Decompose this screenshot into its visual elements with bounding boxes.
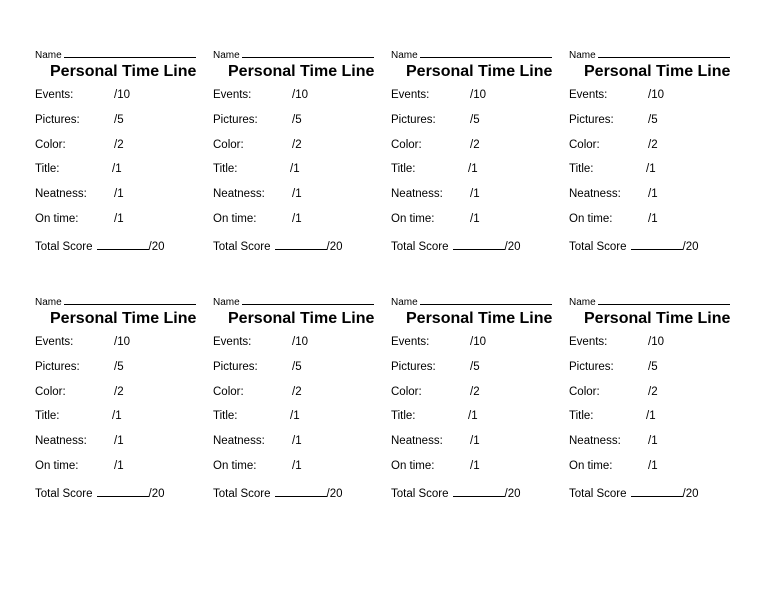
total-blank	[631, 485, 683, 497]
row-value: /5	[648, 361, 658, 373]
row-label: Pictures:	[35, 361, 80, 373]
score-row	[569, 410, 656, 422]
name-line	[35, 48, 196, 61]
name-blank	[64, 295, 196, 305]
total-value: /20	[148, 241, 165, 253]
total-blank	[453, 485, 505, 497]
total-label: Total Score	[35, 241, 93, 253]
total-value: /20	[326, 488, 343, 500]
row-value: /5	[114, 361, 124, 373]
row-value: /1	[290, 410, 300, 422]
row-value: /10	[292, 336, 308, 348]
score-row	[391, 435, 480, 447]
row-value: /1	[292, 460, 302, 472]
score-row	[35, 460, 124, 472]
total-blank	[97, 485, 149, 497]
score-row	[569, 188, 658, 200]
row-value: /1	[292, 435, 302, 447]
total-blank	[97, 238, 149, 250]
row-label: Pictures:	[569, 361, 614, 373]
row-value: /2	[292, 386, 302, 398]
row-label: Events:	[569, 336, 608, 348]
row-value: /5	[470, 361, 480, 373]
total-score	[213, 238, 343, 253]
row-label: Color:	[35, 139, 66, 151]
row-value: /1	[114, 460, 124, 472]
name-line	[213, 295, 374, 308]
total-value: /20	[148, 488, 165, 500]
row-value: /2	[648, 139, 658, 151]
row-label: Events:	[35, 89, 74, 101]
row-label: Title:	[213, 163, 238, 175]
name-blank	[420, 48, 552, 58]
total-label: Total Score	[213, 241, 271, 253]
score-row	[35, 139, 124, 151]
row-value: /1	[470, 460, 480, 472]
row-label: Events:	[35, 336, 74, 348]
row-label: On time:	[391, 460, 435, 472]
score-row	[213, 114, 302, 126]
name-blank	[420, 295, 552, 305]
row-value: /5	[114, 114, 124, 126]
score-row	[213, 163, 300, 175]
row-value: /1	[114, 188, 124, 200]
card-title: Personal Time Line	[584, 310, 731, 327]
total-label: Total Score	[569, 488, 627, 500]
row-value: /5	[292, 361, 302, 373]
row-label: Neatness:	[35, 188, 87, 200]
row-value: /2	[470, 139, 480, 151]
row-value: /2	[114, 386, 124, 398]
name-label: Name	[391, 50, 418, 61]
total-label: Total Score	[213, 488, 271, 500]
score-row	[569, 336, 664, 348]
row-label: Title:	[391, 163, 416, 175]
row-label: Neatness:	[35, 435, 87, 447]
total-value: /20	[326, 241, 343, 253]
name-blank	[598, 48, 730, 58]
score-row	[35, 163, 122, 175]
row-label: Pictures:	[213, 114, 258, 126]
row-label: On time:	[213, 213, 257, 225]
row-value: /1	[468, 410, 478, 422]
row-label: Pictures:	[35, 114, 80, 126]
row-label: On time:	[569, 213, 613, 225]
row-value: /10	[648, 89, 664, 101]
row-label: Title:	[569, 410, 594, 422]
row-value: /1	[112, 163, 122, 175]
row-label: Title:	[213, 410, 238, 422]
row-value: /5	[292, 114, 302, 126]
total-label: Total Score	[35, 488, 93, 500]
row-value: /1	[648, 460, 658, 472]
total-score	[213, 485, 343, 500]
row-label: Color:	[569, 386, 600, 398]
name-blank	[64, 48, 196, 58]
score-row	[569, 361, 658, 373]
row-label: Events:	[213, 336, 252, 348]
row-label: Color:	[35, 386, 66, 398]
score-row	[569, 435, 658, 447]
card-title: Personal Time Line	[228, 310, 375, 327]
row-label: Color:	[391, 139, 422, 151]
total-label: Total Score	[391, 241, 449, 253]
score-row	[391, 114, 480, 126]
card-title: Personal Time Line	[584, 63, 731, 80]
row-label: Neatness:	[391, 435, 443, 447]
row-label: Color:	[391, 386, 422, 398]
score-row	[35, 213, 124, 225]
row-label: Neatness:	[569, 435, 621, 447]
row-value: /5	[470, 114, 480, 126]
row-value: /10	[114, 336, 130, 348]
score-row	[35, 410, 122, 422]
row-label: Events:	[213, 89, 252, 101]
row-label: Pictures:	[569, 114, 614, 126]
row-label: On time:	[391, 213, 435, 225]
total-score	[569, 485, 699, 500]
score-row	[569, 460, 658, 472]
score-row	[213, 213, 302, 225]
name-label: Name	[569, 50, 596, 61]
row-label: Pictures:	[391, 114, 436, 126]
row-label: Title:	[569, 163, 594, 175]
row-label: Title:	[35, 410, 60, 422]
score-row	[213, 435, 302, 447]
row-label: On time:	[35, 460, 79, 472]
name-blank	[242, 48, 374, 58]
total-value: /20	[682, 488, 699, 500]
row-value: /10	[470, 336, 486, 348]
row-label: Title:	[391, 410, 416, 422]
name-label: Name	[35, 50, 62, 61]
score-row	[35, 188, 124, 200]
row-label: Title:	[35, 163, 60, 175]
row-value: /10	[470, 89, 486, 101]
score-row	[569, 213, 658, 225]
row-label: On time:	[569, 460, 613, 472]
total-score	[569, 238, 699, 253]
row-value: /1	[648, 188, 658, 200]
row-value: /1	[646, 410, 656, 422]
score-row	[569, 114, 658, 126]
score-row	[391, 213, 480, 225]
row-label: Events:	[391, 336, 430, 348]
total-value: /20	[504, 241, 521, 253]
row-value: /1	[112, 410, 122, 422]
card-title: Personal Time Line	[228, 63, 375, 80]
name-line	[391, 295, 552, 308]
row-value: /2	[114, 139, 124, 151]
row-label: On time:	[35, 213, 79, 225]
total-blank	[453, 238, 505, 250]
total-score	[35, 485, 165, 500]
row-label: Pictures:	[213, 361, 258, 373]
score-row	[213, 139, 302, 151]
score-row	[391, 188, 480, 200]
score-row	[35, 336, 130, 348]
row-value: /1	[470, 435, 480, 447]
row-value: /1	[468, 163, 478, 175]
score-row	[213, 89, 308, 101]
row-label: Color:	[213, 386, 244, 398]
row-label: Color:	[569, 139, 600, 151]
name-line	[569, 295, 730, 308]
score-row	[391, 89, 486, 101]
score-row	[569, 163, 656, 175]
row-value: /1	[646, 163, 656, 175]
name-label: Name	[391, 297, 418, 308]
name-line	[391, 48, 552, 61]
row-value: /2	[648, 386, 658, 398]
score-row	[391, 163, 478, 175]
score-row	[391, 386, 480, 398]
row-value: /1	[114, 213, 124, 225]
row-label: Events:	[391, 89, 430, 101]
total-value: /20	[504, 488, 521, 500]
score-row	[391, 336, 486, 348]
row-value: /1	[290, 163, 300, 175]
score-row	[213, 188, 302, 200]
score-row	[213, 410, 300, 422]
row-value: /2	[470, 386, 480, 398]
name-label: Name	[213, 297, 240, 308]
row-value: /1	[114, 435, 124, 447]
row-label: Events:	[569, 89, 608, 101]
name-label: Name	[569, 297, 596, 308]
score-row	[213, 361, 302, 373]
total-blank	[275, 485, 327, 497]
row-value: /1	[292, 188, 302, 200]
total-blank	[275, 238, 327, 250]
score-row	[213, 386, 302, 398]
score-row	[35, 114, 124, 126]
row-value: /10	[292, 89, 308, 101]
total-score	[391, 238, 521, 253]
total-value: /20	[682, 241, 699, 253]
row-value: /1	[648, 435, 658, 447]
total-label: Total Score	[569, 241, 627, 253]
row-value: /10	[648, 336, 664, 348]
row-value: /1	[470, 188, 480, 200]
card-title: Personal Time Line	[50, 63, 197, 80]
row-label: Pictures:	[391, 361, 436, 373]
row-value: /1	[470, 213, 480, 225]
score-row	[35, 89, 130, 101]
score-row	[569, 386, 658, 398]
row-label: Neatness:	[391, 188, 443, 200]
name-label: Name	[213, 50, 240, 61]
score-row	[213, 460, 302, 472]
score-row	[213, 336, 308, 348]
card-title: Personal Time Line	[406, 63, 553, 80]
score-row	[569, 139, 658, 151]
score-row	[35, 386, 124, 398]
score-row	[391, 460, 480, 472]
row-label: Neatness:	[213, 435, 265, 447]
card-title: Personal Time Line	[50, 310, 197, 327]
card-title: Personal Time Line	[406, 310, 553, 327]
row-value: /5	[648, 114, 658, 126]
score-row	[391, 361, 480, 373]
row-value: /1	[292, 213, 302, 225]
total-label: Total Score	[391, 488, 449, 500]
score-row	[35, 361, 124, 373]
row-label: Color:	[213, 139, 244, 151]
row-label: Neatness:	[569, 188, 621, 200]
score-row	[391, 139, 480, 151]
score-row	[35, 435, 124, 447]
row-value: /2	[292, 139, 302, 151]
name-blank	[242, 295, 374, 305]
row-label: Neatness:	[213, 188, 265, 200]
total-score	[391, 485, 521, 500]
name-line	[213, 48, 374, 61]
score-row	[569, 89, 664, 101]
row-label: On time:	[213, 460, 257, 472]
name-line	[569, 48, 730, 61]
name-label: Name	[35, 297, 62, 308]
total-score	[35, 238, 165, 253]
row-value: /10	[114, 89, 130, 101]
name-blank	[598, 295, 730, 305]
score-row	[391, 410, 478, 422]
name-line	[35, 295, 196, 308]
total-blank	[631, 238, 683, 250]
row-value: /1	[648, 213, 658, 225]
